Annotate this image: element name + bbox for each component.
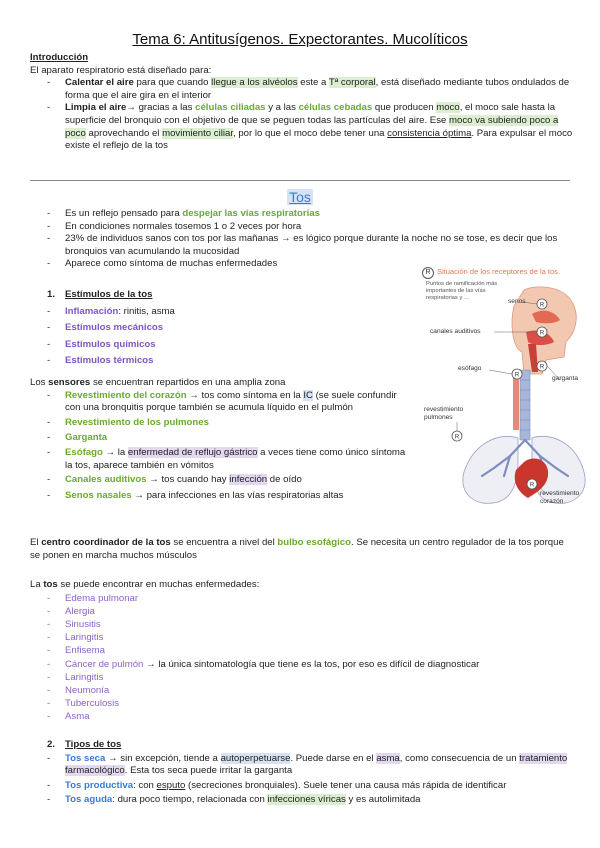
highlight-span: llegue a los alvéolos	[211, 77, 298, 89]
respiratory-diagram	[414, 262, 594, 512]
label-esofago: esófago	[458, 365, 482, 372]
highlight-span: IC	[303, 389, 313, 401]
purple-term: Estímulos químicos	[65, 338, 156, 350]
tos-bullet	[30, 208, 570, 221]
text-span: se encuentran repartidos en una amplia zona	[90, 377, 286, 388]
text-span: , por lo que el moco debe tener una	[233, 127, 388, 139]
tipos-list	[30, 753, 575, 807]
enfermedad-item: - Tuberculosis	[30, 697, 575, 710]
text-span: y es autolimitada	[345, 794, 421, 806]
estimulos-title: Estímulos de la tos	[65, 289, 153, 300]
intro-lead: El aparato respiratorio está diseñado para:	[30, 64, 212, 76]
estimulo-item	[30, 320, 400, 337]
text-span: aprovechando el	[85, 127, 163, 139]
figure-caption-text: Situación de los receptores de la tos.	[437, 267, 560, 276]
sensor-item	[30, 417, 408, 430]
text-span: . Para expulsar el moco existe el reflejo de la tos	[65, 127, 573, 152]
text-span: : dura poco tiempo, relacionada con	[112, 794, 268, 806]
text-span: y a las	[265, 102, 299, 114]
blue-term: Tos seca	[65, 752, 106, 764]
purple-term: Estímulos mecánicos	[65, 322, 164, 334]
label-canales: canales auditivos	[430, 328, 481, 335]
estimulos-list	[30, 304, 400, 370]
estimulos-heading	[30, 289, 400, 302]
text-span: La	[30, 579, 44, 590]
text-span: → tos como síntoma en la	[186, 389, 304, 401]
highlight-span: Tª corporal	[328, 77, 376, 89]
highlight-span: asma	[376, 752, 400, 764]
enfermedades-section	[30, 579, 575, 724]
blue-term: Tos aguda	[65, 794, 113, 806]
tipo-item	[30, 780, 575, 793]
text-span: El	[30, 537, 42, 548]
green-term: Revestimiento del corazón	[65, 389, 187, 401]
section-number: 2.	[47, 739, 56, 750]
green-term: Garganta	[65, 432, 108, 444]
text-span: Los	[30, 377, 49, 388]
text-span: . Se necesita un centro regulador de la tos porque se ponen en marcha muchos músculos	[30, 537, 564, 561]
text-span: , está diseñado mediante tubos ondulados de forma que el aire gira en el interior	[65, 77, 570, 101]
text-span: → tos cuando hay	[146, 474, 230, 486]
section-number: 1.	[47, 289, 56, 300]
estimulo-item	[30, 337, 400, 354]
text-span: : rinitis, asma	[118, 305, 175, 317]
text-span: para que cuando	[133, 77, 212, 89]
text-span: . Esta tos seca puede irritar la garganta	[124, 765, 293, 777]
enfermedad-item: - Asma	[30, 710, 575, 723]
tos-bullet: - En condiciones normales tosemos 1 o 2 veces por hora	[30, 221, 570, 234]
tipo-item	[30, 753, 575, 778]
marker-garganta: R	[539, 364, 545, 371]
calentar-label: Calentar el aire	[65, 77, 134, 89]
text-span: . Puede darse en el	[290, 752, 377, 764]
tipos-section	[30, 739, 575, 807]
tipos-title: Tipos de tos	[65, 739, 122, 750]
marker-corazon: R	[529, 482, 535, 489]
text-span: Es un reflejo pensado para	[65, 208, 183, 219]
label-revestimiento-corazon: revestimiento corazón	[540, 490, 580, 505]
text-span: → la única sintomatología que tiene es la tos, por eso es difícil de diagnosticar	[143, 658, 480, 670]
estimulos-section	[30, 289, 400, 370]
text-span: (secreciones bronquiales). Suele tener una causa más rápida de identificar	[185, 779, 507, 791]
green-term: células ciliadas	[195, 102, 266, 114]
page-title: Tema 6: Antitusígenos. Expectorantes. Mucolíticos	[132, 31, 468, 48]
highlight-span: tratamiento farmacológico	[65, 752, 568, 777]
figure-note: Puntos de ramificación más importantes de las vías respiratorias y ...	[426, 281, 498, 301]
underline-span: consistencia óptima	[387, 127, 472, 139]
enfermedad-item	[30, 658, 575, 671]
green-term: Revestimiento de los pulmones	[65, 416, 209, 428]
label-garganta: garganta	[552, 375, 579, 382]
estimulo-item	[30, 353, 400, 370]
marker-senos: R	[539, 302, 545, 309]
highlight-span: autoperpetuarse	[220, 752, 291, 764]
tos-bullet: - Aparece como síntoma de muchas enfermedades	[30, 258, 570, 271]
sensores-lead	[30, 377, 408, 390]
sensores-list	[30, 390, 408, 503]
text-span: a veces tiene como único síntoma la tos, aparece también en vómitos	[65, 446, 406, 471]
text-span: : con	[133, 779, 157, 791]
text-span: , como consecuencia de un	[399, 752, 520, 764]
green-term: Senos nasales	[65, 489, 132, 501]
sensor-item	[30, 447, 408, 472]
green-term: Canales auditivos	[65, 474, 147, 486]
text-span: → sin excepción, tiende a	[105, 752, 221, 764]
tos-heading	[0, 189, 600, 205]
tipos-heading	[30, 739, 575, 752]
text-span: , el moco sale hasta la superficie del bronquio con el objetivo de que se peguen todas las partículas del aire. Ese	[65, 102, 556, 126]
highlight-span: enfermedad de reflujo gástrico	[127, 446, 258, 458]
estimulo-item	[30, 304, 400, 321]
bold-term: sensores	[48, 377, 91, 388]
purple-term: Inflamación	[65, 305, 119, 317]
blue-term: Tos productiva	[65, 779, 134, 791]
centro-section	[30, 537, 575, 562]
label-revestimiento-pulmones: revestimiento pulmones	[424, 406, 464, 421]
enfermedad-item: - Sinusitis	[30, 618, 575, 631]
sensores-section	[30, 377, 408, 502]
enfermedades-list	[30, 592, 575, 724]
receptor-marker-icon: R	[422, 267, 434, 279]
sensor-item	[30, 390, 408, 415]
enfermedad-item: - Laringitis	[30, 671, 575, 684]
sensor-item	[30, 474, 408, 487]
intro-item-calentar	[30, 77, 575, 102]
marker-esofago: R	[514, 372, 520, 379]
marker-canales: R	[539, 330, 545, 337]
intro-section	[30, 52, 575, 153]
tos-heading-text: Tos	[289, 189, 311, 205]
sensor-item	[30, 490, 408, 503]
sensor-item	[30, 432, 408, 445]
enfermedad-item: - Enfisema	[30, 644, 575, 657]
text-span: este a	[297, 77, 329, 89]
tipo-item	[30, 794, 575, 807]
enfermedad-item: - Laringitis	[30, 631, 575, 644]
green-term: despejar las vías respiratorias	[182, 208, 320, 219]
text-span: se puede encontrar en muchas enfermedades:	[57, 579, 260, 590]
highlight-span: movimiento ciliar	[162, 127, 234, 139]
highlight-span: moco	[436, 102, 460, 114]
bold-term: centro coordinador de la tos	[41, 537, 171, 548]
limpia-label: Limpia el aire	[65, 102, 127, 114]
text-span: → gracias a las	[126, 102, 196, 114]
green-term: Esófago	[65, 446, 103, 458]
highlight-span: moco va subiendo poco a poco	[65, 114, 559, 139]
text-span: de oído	[267, 474, 302, 486]
purple-term: Estímulos térmicos	[65, 355, 154, 367]
text-span: → para infecciones en las vías respiratorias altas	[131, 489, 344, 501]
underline-span: esputo	[156, 779, 186, 791]
label-senos: senos	[508, 298, 526, 305]
tos-bullet: - 23% de individuos sanos con tos por las mañanas → es lógico porque durante la noche no se tose, es decir que los bronquios van acumulando la mucosidad	[30, 233, 570, 258]
text-span: se encuentra a nivel del	[170, 537, 278, 548]
text-span: que producen	[372, 102, 437, 114]
bold-term: tos	[43, 579, 58, 590]
highlight-span: infecciones víricas	[267, 794, 346, 806]
green-term: células cebadas	[298, 102, 373, 114]
green-term: bulbo esofágico	[277, 537, 351, 548]
intro-list	[30, 77, 575, 153]
enfermedad-item: - Neumonía	[30, 684, 575, 697]
intro-item-limpia	[30, 102, 575, 152]
intro-heading: Introducción	[30, 52, 89, 63]
enfermedad-item: - Edema pulmonar	[30, 592, 575, 605]
text-span: (se suele confundir con una bronquitis porque también se acumula líquido en el pulmón	[65, 389, 397, 414]
marker-pulmones: R	[454, 434, 460, 441]
purple-term: Cáncer de pulmón	[65, 658, 144, 670]
section-divider	[30, 180, 570, 181]
enfermedad-item: - Alergia	[30, 605, 575, 618]
highlight-span: infección	[229, 474, 268, 486]
text-span: → la	[102, 446, 128, 458]
enfermedades-lead	[30, 579, 575, 592]
